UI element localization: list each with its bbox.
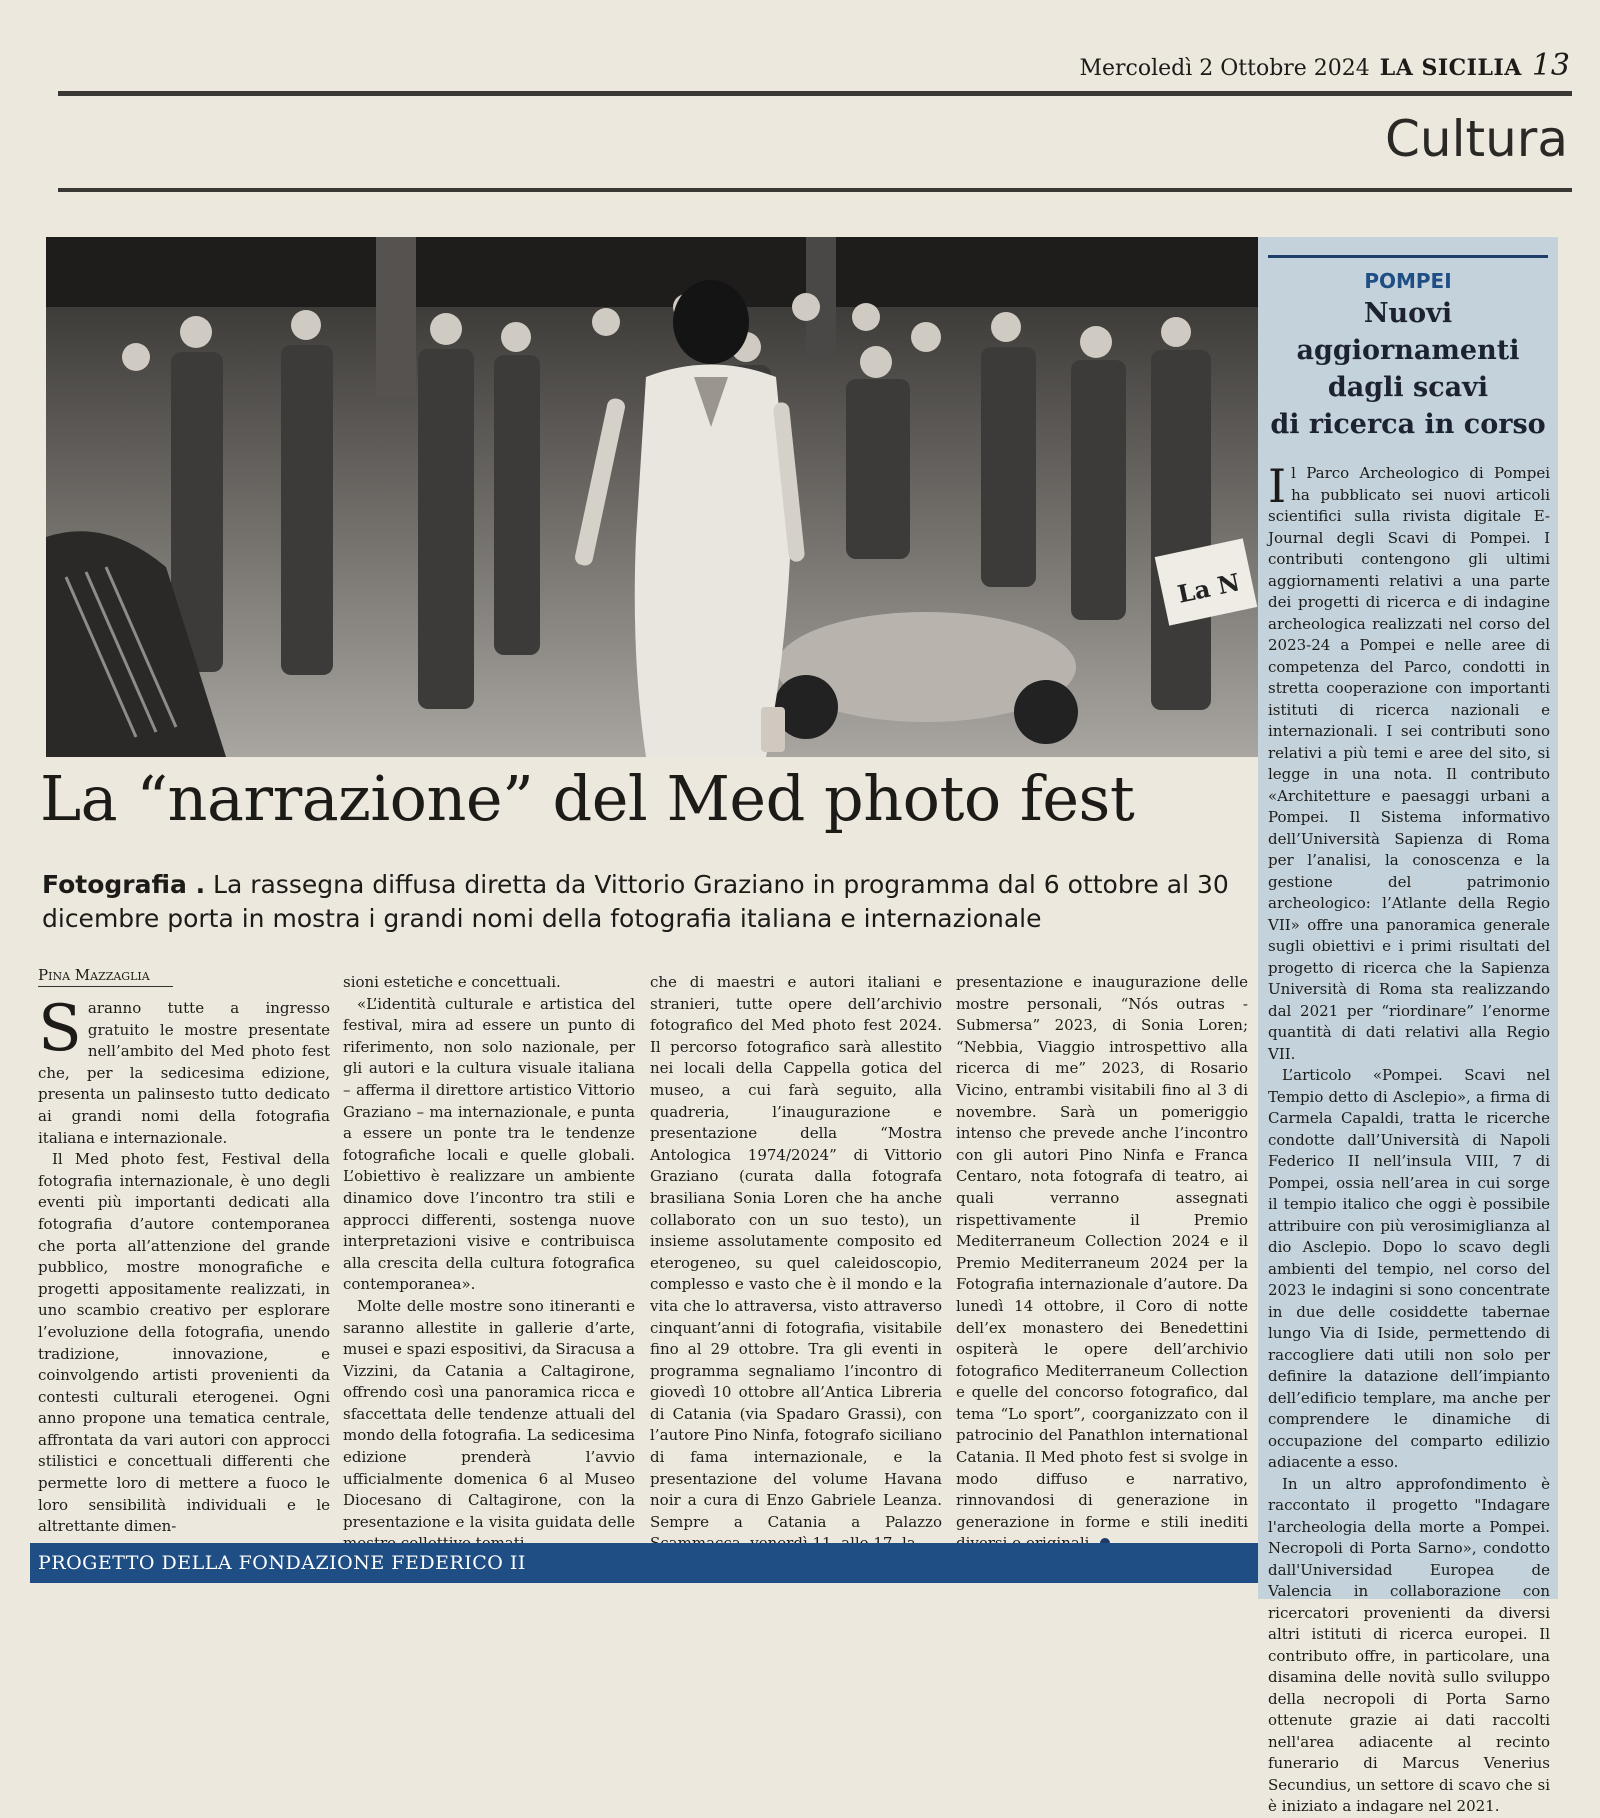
sidebar-paragraph: Il Parco Archeologico di Pompei ha pubblicato sei nuovi articoli scientifici sulla rivista digitale E-Journal degli Scavi di Pompei. I contributi contengono gli ultimi aggiornamenti relativi a una parte dei progetti di ricerca e di indagine archeologica realizzati nel corso del 2023-24 a Pompei e nelle aree di competenza del Parco, condotti in stretta cooperazione con importanti istituti di ricerca nazionali e internazionali. I sei contributi sono relativi a più temi e aree del sito, si legge in una nota. Il contributo «Architetture e paesaggi urbani a Pompei. Il Sistema informativo dell’Università Sapienza di Roma per l’analisi, la conoscenza e la gestione del patrimonio archeologico: l’Atlante della Regio VII» offre una panoramica generale sugli obiettivi e i primi risultati del progetto di ricerca che la Sapienza Università di Roma sta realizzando dal 2021 per “riordinare” l’enorme quantità di dati relativi alla Regio VII.	[1268, 459, 1550, 1063]
article-column-1	[38, 992, 330, 1538]
article-column-3	[650, 972, 942, 1555]
article-photo	[46, 237, 1260, 757]
deck-text: La rassegna diffusa diretta da Vittorio Graziano in programma dal 6 ottobre al 30 dicembre porta in mostra i grandi nomi della fotografia italiana e internazionale	[42, 870, 1229, 933]
headline: La “narrazione” del Med photo fest	[40, 762, 1135, 835]
section-title: Cultura	[1385, 110, 1568, 168]
byline: Pina Mazzaglia	[38, 966, 173, 987]
article-paragraph: presentazione e inaugurazione delle mostre personali, “Nós outras - Submersa” 2023, di Sonia Loren; “Nebbia, Viaggio introspettivo alla ricerca di me” 2023, di Rosario Vicino, entrambi visitabili fino al 3 di novembre. Sarà un pomeriggio intenso che prevede anche l’incontro con gli autori Pino Ninfa e Franca Centaro, nota fotografa di teatro, ai quali verranno assegnati rispettivamente il Premio Mediterraneum Collection 2024 e il Premio Mediterraneum 2024 per la Fotografia internazionale d’autore. Da lunedì 14 ottobre, il Coro di notte dell’ex monastero dei Benedettini ospiterà le opere dell’archivio fotografico Mediterraneum Collection e quelle del concorso fotografico, dal tema “Lo sport”, coorganizzato con il patrocinio del Panathlon international Catania. Il Med photo fest si svolge in modo diffuso e narrativo, rinnovandosi di generazione in generazione in forme e stili inediti	[956, 972, 1248, 1555]
masthead	[60, 48, 1570, 88]
sidebar-drop-cap: I	[1268, 459, 1287, 513]
sidebar-kicker: POMPEI	[1364, 269, 1452, 293]
sidebar-title: Nuovi aggiornamenti dagli scavi di ricerca in corso	[1270, 298, 1546, 440]
article-paragraph: che di maestri e autori italiani e stranieri, tutte opere dell’archivio fotografico del Med photo fest 2024. Il percorso fotografico sarà allestito nei locali della Cappella gotica del museo, a cui farà seguito, alla quadreria, l’inaugurazione e presentazione della “Mostra Antologica 1974/2024” di Vittorio Graziano (curata dalla fotografa brasiliana Sonia Loren che ha anche collaborato con un suo testo), un insieme assolutamente composito ed eterogeneo, su quel caleidoscopio, complesso e vasto che è il mondo e la vita che lo attraversa, visto attraverso cinquant’anni di fotografia, visitabile fino al 29 ottobre. Tra gli eventi in programma segnaliamo l’incontro di giovedì 10 ottobre all’Antica Libreria di Catania (via Spadaro Grassi), con l’autore Pino Ninfa, fotografo siciliano di fama internazionale, e la presentazione del volume Havana noir a cura di Enzo Gabriele Leanza. Sempre a Catania a Palazzo	[650, 973, 942, 1531]
article-paragraph: «L’identità culturale e artistica del festival, mira ad essere un punto di riferimento, non solo nazionale, per gli autori e la cultura visuale italiana – afferma il direttore artistico Vittorio Graziano – ma internazionale, e punta a essere un ponte tra le tendenze fotografiche locali e quelle globali. L’obiettivo è realizzare un ambiente dinamico dove l’incontro tra stili e approcci differenti, sostenga nuove interpretazioni visive e contribuisca alla crescita della cultura fotografica contemporanea».	[343, 994, 635, 1294]
article-column-4	[956, 972, 1248, 1555]
sidebar-rule	[1268, 255, 1548, 258]
top-rule	[58, 91, 1572, 96]
deck	[42, 868, 1272, 936]
article-paragraph: Molte delle mostre sono itineranti e saranno allestite in gallerie d’arte, musei e spazi espositivi, da Siracusa a Vizzini, da Catania a Caltagirone, offrendo così una panoramica ricca e sfaccettata delle tendenze attuali del mondo della fotografia. La sedicesima edizione prenderà l’avvio ufficialmente domenica 6 al Museo Diocesano di Caltagirone, con la presentazione e la visita guidata delle	[343, 1296, 635, 1531]
page-number: 13	[1531, 48, 1570, 83]
street-crowd-photo	[46, 237, 1260, 757]
newspaper-name: LA SICILIA	[1379, 55, 1522, 81]
photo-sign-text: La N	[1174, 567, 1243, 609]
article-paragraph: sioni estetiche e concettuali.	[343, 973, 561, 991]
issue-date: Mercoledì 2 Ottobre 2024	[1079, 56, 1370, 81]
sidebar-paragraph: In un altro approfondimento è raccontato il progetto "Indagare l'archeologia della morte a Pompei. Necropoli di Porta Sarno», condotto dall'Universidad Europea de Valencia in collaborazione con ricercatori provenienti da diversi altri istituti di ricerca europei. Il contributo offre, in particolare, una disamina delle novità sullo sviluppo della necropoli di Porta Sarno ottenute grazie ai dati raccolti nell'area adiacente al recinto funerario di Marcus Venerius Secundius, un settore di scavo che si è iniziato a indagare nel 2021.	[1268, 1474, 1550, 1815]
article-paragraph: Saranno tutte a ingresso gratuito le mostre presentate nell’ambito del Med photo fest che, per la sedicesima edizione, presenta un palinsesto tutto dedicato ai grandi nomi della fotografia italiana e internazionale.	[38, 992, 330, 1147]
article-column-2	[343, 972, 635, 1555]
drop-cap: S	[38, 992, 82, 1066]
sidebar-body	[1268, 459, 1550, 1818]
section-rule	[58, 188, 1572, 192]
project-banner: PROGETTO DELLA FONDAZIONE FEDERICO II	[30, 1543, 1262, 1583]
deck-label: Fotografia .	[42, 870, 206, 899]
article-paragraph: Il Med photo fest, Festival della fotografia internazionale, è uno degli eventi più importanti dedicati alla fotografia d’autore contemporanea che porta all’attenzione del grande pubblico, mostre monografiche e progetti appositamente realizzati, in uno scambio creativo per esplorare l’evoluzione della fotografia, unendo tradizione, innovazione, e coinvolgendo artisti provenienti da contesti culturali eterogenei. Ogni anno propone una tematica centrale, affrontata da vari autori con approcci stilistici e concettuali differenti che permette loro di mettere a fuoco le loro sensibilità individuali e le altrettante dimen-	[38, 1150, 330, 1536]
sidebar-paragraph: L’articolo «Pompei. Scavi nel Tempio detto di Asclepio», a firma di Carmela Capaldi, tratta le ricerche condotte dall’Università di Napoli Federico II nell’insula VIII, 7 di Pompei, ossia nell’area in cui sorge il tempio italico che oggi è possibile attribuire con più verosimiglianza al dio Asclepio. Dopo lo scavo degli ambienti del tempio, nel corso del 2023 le indagini si sono concentrate in due delle cosiddette tabernae lungo Via di Iside, permettendo di raccogliere dati utili non solo per definire la datazione dell’impianto dell’edificio templare, ma anche per comprendere le dinamiche di occupazione del comparto edilizio adiacente a esso.	[1268, 1066, 1550, 1471]
sidebar-box	[1258, 237, 1558, 1815]
